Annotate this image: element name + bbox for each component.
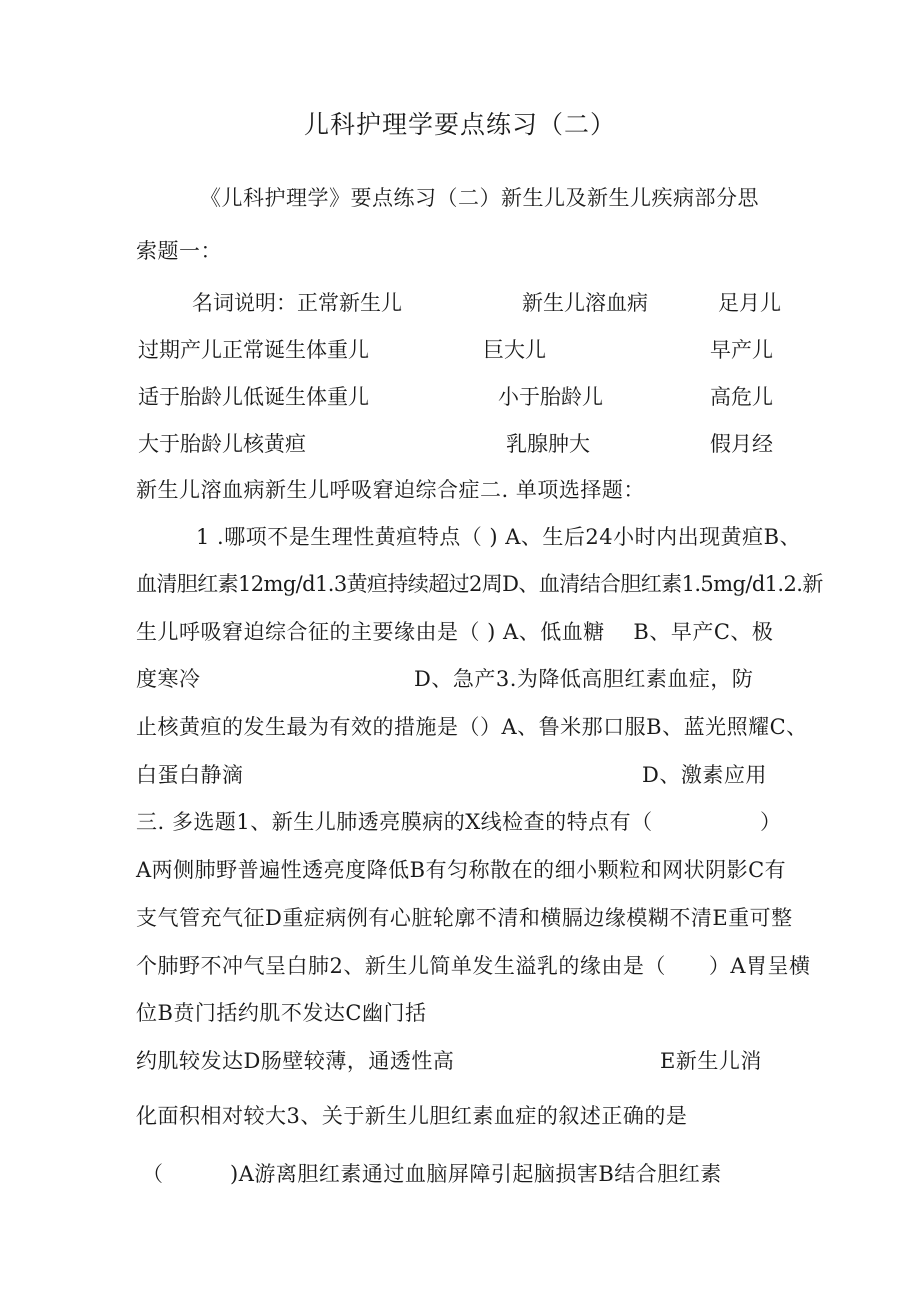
body-line: 位B贲门括约肌不发达C幽门括 bbox=[136, 1001, 427, 1025]
body-line: ） bbox=[760, 810, 782, 834]
body-line: 约肌较发达D肠壁较薄，通透性高 bbox=[136, 1049, 455, 1073]
body-line: （ bbox=[142, 1162, 164, 1186]
term-cell: 假月经 bbox=[710, 432, 773, 456]
term-cell: 乳腺肿大 bbox=[506, 432, 590, 456]
term-cell: 小于胎龄儿 bbox=[498, 385, 603, 409]
body-line: 支气管充气征D重症病例有心脏轮廓不清和横膈边缘模糊不清E重可整 bbox=[136, 906, 793, 930]
term-cell: 新生儿溶血病 bbox=[522, 291, 648, 315]
body-line: 个肺野不冲气呈白肺2、新生儿简单发生溢乳的缘由是（ ）A胃呈横 bbox=[136, 954, 811, 978]
term-cell: 高危儿 bbox=[710, 385, 773, 409]
intro-line: 《儿科护理学》要点练习（二）新生儿及新生儿疾病部分思 bbox=[200, 186, 759, 210]
body-line: 化面积相对较大3、关于新生儿胆红素血症的叙述正确的是 bbox=[136, 1104, 688, 1128]
intro-line: 索题一： bbox=[136, 239, 222, 263]
body-line: )A游离胆红素通过血脑屏障引起脑损害B结合胆红素 bbox=[230, 1162, 722, 1186]
document-title: 儿科护理学要点练习（二） bbox=[304, 110, 617, 139]
body-line: D、急产3.为降低高胆红素血症，防 bbox=[414, 667, 754, 691]
term-cell: 过期产儿正常诞生体重儿 bbox=[138, 338, 369, 362]
body-line: 新生儿溶血病新生儿呼吸窘迫综合症二. 单项选择题： bbox=[136, 478, 645, 502]
term-cell: 名词说明：正常新生儿 bbox=[192, 291, 402, 315]
body-line: 三. 多选题1、新生儿肺透亮膜病的X线检查的特点有（ bbox=[136, 810, 653, 834]
term-cell: 适于胎龄儿低诞生体重儿 bbox=[138, 385, 369, 409]
term-cell: 巨大儿 bbox=[483, 338, 546, 362]
body-line: 生儿呼吸窘迫综合征的主要缘由是（ ) A、低血糖 B、早产C、极 bbox=[136, 620, 774, 644]
term-cell: 足月儿 bbox=[718, 291, 781, 315]
body-line: 白蛋白静滴 bbox=[136, 763, 244, 787]
body-line: 度寒冷 bbox=[136, 667, 201, 691]
body-line: 血清胆红素12mg/d1.3黄疸持续超过2周D、血清结合胆红素1.5mg/d1.2.新 bbox=[136, 572, 823, 596]
body-line: 1 .哪项不是生理性黄疸特点（ ) A、生后24小时内出现黄疸B、 bbox=[196, 525, 802, 549]
body-line: E新生儿消 bbox=[660, 1049, 762, 1073]
body-line: D、激素应用 bbox=[642, 763, 767, 787]
body-line: A两侧肺野普遍性透亮度降低B有匀称散在的细小颗粒和网状阴影C有 bbox=[136, 858, 787, 882]
term-cell: 早产儿 bbox=[710, 338, 773, 362]
term-cell: 大于胎龄儿核黄疸 bbox=[138, 432, 306, 456]
body-line: 止核黄疸的发生最为有效的措施是（）A、鲁米那口服B、蓝光照耀C、 bbox=[136, 715, 808, 739]
